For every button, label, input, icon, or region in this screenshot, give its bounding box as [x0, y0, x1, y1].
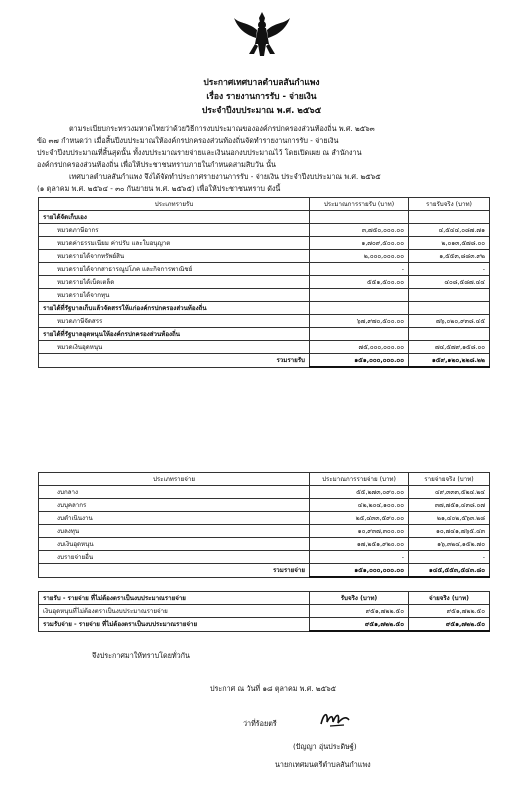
expense-total-label: รวมรายจ่าย: [39, 564, 310, 578]
row-actual: ๑๐,๗๔๑,๗๖๕.๔๓: [409, 525, 490, 538]
row-actual: ๑,๕๕๓,๘๘๓.๙๒: [409, 250, 490, 263]
table-row: [39, 250, 490, 263]
intro-line: องค์กรปกครองส่วนท้องถิ่น เพื่อให้ประชาชนทราบภายในกำหนดสามสิบวัน นั้น: [37, 160, 276, 169]
row-actual: ๔๙,๓๓๓,๕๒๔.๒๔: [409, 486, 490, 499]
table-row: [39, 224, 490, 237]
special-total-label: รวมรับจ่าย - รายจ่าย ที่ไม่ต้องตราเป็นงบประมาณรายจ่าย: [39, 618, 310, 632]
row-label: งบรายจ่ายอื่น: [39, 551, 310, 564]
row-label: หมวดรายได้จากสาธารณูปโภค และกิจการพาณิชย์: [39, 263, 310, 276]
row-estimate: ๒,๐๐๐,๐๐๐.๐๐: [310, 250, 409, 263]
org-title: ประกาศเทศบาลตำบลสันกำแพง: [203, 78, 320, 88]
row-actual: ๔,๕๔๔,๐๘๗.๗๑: [409, 224, 490, 237]
income-total-label: รวมรายรับ: [39, 354, 310, 368]
intro-line: ประจำปีงบประมาณที่สิ้นสุดนั้น ทั้งงบประมาณรายจ่ายและเงินนอกงบประมาณไว้ โดยเปิดเผย ณ สำนักงาน: [37, 148, 362, 157]
row-label: งบกลาง: [39, 486, 310, 499]
income-header-actual: รายรับจริง (บาท): [409, 198, 490, 211]
signature-icon: [318, 708, 352, 730]
row-actual: ๑๖,๓๒๔,๑๕๒.๗๐: [409, 538, 490, 551]
row-estimate: ๕๕๑,๕๐๐.๐๐: [310, 276, 409, 289]
intro-line: เทศบาลตำบลสันกำแพง จึงได้จัดทำประกาศรายงานการรับ - จ่ายเงิน ประจำปีงบประมาณ พ.ศ. ๒๕๖๕: [69, 172, 381, 181]
income-total-actual: ๑๕๙,๑๒๐,๒๒๘.๒๒: [409, 354, 490, 368]
special-header-in: รับจริง (บาท): [310, 592, 409, 605]
row-estimate: ๓,๗๕๐,๐๐๐.๐๐: [310, 224, 409, 237]
row-estimate: ๑,๗๐๙,๕๐๐.๐๐: [310, 237, 409, 250]
special-header-row: [39, 592, 490, 605]
table-row: [39, 525, 490, 538]
special-total-in: ๙๕๑,๗๒๒.๕๐: [310, 618, 409, 632]
special-total-out: ๙๕๑,๗๒๒.๕๐: [409, 618, 490, 632]
row-actual: -: [409, 263, 490, 276]
row-actual: ๒,๐๑๓,๕๗๘.๐๐: [409, 237, 490, 250]
special-table: [38, 591, 490, 632]
row-actual: ๗๔,๕๗๙,๑๕๘.๐๐: [409, 341, 490, 354]
row-estimate: [310, 289, 409, 302]
intro-line: ตามระเบียบกระทรวงมหาดไทยว่าด้วยวิธีการงบประมาณขององค์กรปกครองส่วนท้องถิ่น พ.ศ. ๒๕๖๓: [69, 124, 375, 133]
row-label: หมวดรายได้จากทรัพย์สิน: [39, 250, 310, 263]
row-label: หมวดภาษีจัดสรร: [39, 315, 310, 328]
row-actual: [409, 289, 490, 302]
row-estimate: ๕๕,๒๗๓,๐๙๐.๐๐: [310, 486, 409, 499]
expense-header-estimate: ประมาณการรายจ่าย (บาท): [310, 473, 409, 486]
table-row: [39, 499, 490, 512]
row-label: หมวดค่าธรรมเนียม ค่าปรับ และใบอนุญาต: [39, 237, 310, 250]
row-estimate: -: [310, 551, 409, 564]
income-section-label: รายได้ที่รัฐบาลเก็บแล้วจัดสรรให้แก่องค์กรปกครองส่วนท้องถิ่น: [39, 302, 310, 315]
row-label: หมวดรายได้จากทุน: [39, 289, 310, 302]
row-actual: -: [409, 551, 490, 564]
income-header-row: [39, 198, 490, 211]
intro-line: (๑ ตุลาคม พ.ศ. ๒๕๖๔ - ๓๐ กันยายน พ.ศ. ๒๕๖๕) เพื่อให้ประชาชนทราบ ดังนี้: [37, 184, 281, 193]
row-label: งบบุคลากร: [39, 499, 310, 512]
expense-total-actual: ๑๔๕,๕๕๓,๕๔๓.๘๐: [409, 564, 490, 578]
income-total-estimate: ๑๕๑,๐๐๐,๐๐๐.๐๐: [310, 354, 409, 368]
row-label: หมวดเงินอุดหนุน: [39, 341, 310, 354]
row-estimate: ๑๗,๒๕๑,๙๒๐.๐๐: [310, 538, 409, 551]
special-header-out: จ่ายจริง (บาท): [409, 592, 490, 605]
income-header-estimate: ประมาณการรายรับ (บาท): [310, 198, 409, 211]
expense-total-estimate: ๑๕๑,๐๐๐,๐๐๐.๐๐: [310, 564, 409, 578]
income-section-row: [39, 211, 490, 224]
signatory-name: (ปัญญา อุ่นประดิษฐ์): [293, 742, 357, 751]
garuda-emblem-icon: [232, 8, 292, 60]
expense-total-row: [39, 564, 490, 578]
announcement-date: ประกาศ ณ วันที่ ๑๘ ตุลาคม พ.ศ. ๒๕๖๕: [210, 684, 337, 693]
intro-line: ข้อ ๓๗ กำหนดว่า เมื่อสิ้นปีงบประมาณให้องค์กรปกครองส่วนท้องถิ่นจัดทำรายงานการรับ - จ่ายเงิน: [37, 136, 339, 145]
row-estimate: ๑๐,๙๓๗,๓๐๐.๐๐: [310, 525, 409, 538]
table-row: [39, 237, 490, 250]
row-actual: ๗๖,๐๒๐,๙๓๘.๔๕: [409, 315, 490, 328]
subject-title: เรื่อง รายงานการรับ - จ่ายเงิน: [206, 92, 317, 102]
income-section-row: [39, 328, 490, 341]
expense-header-actual: รายจ่ายจริง (บาท): [409, 473, 490, 486]
table-row: [39, 538, 490, 551]
row-actual: ๓๗,๗๕๑,๔๓๘.๐๗: [409, 499, 490, 512]
row-actual: ๒๑,๔๐๒,๕๖๓.๒๘: [409, 512, 490, 525]
income-section-row: [39, 302, 490, 315]
table-row: [39, 512, 490, 525]
income-total-row: [39, 354, 490, 368]
expense-header-row: [39, 473, 490, 486]
table-row: [39, 486, 490, 499]
table-row: [39, 276, 490, 289]
special-total-row: [39, 618, 490, 632]
table-row: [39, 315, 490, 328]
table-row: [39, 605, 490, 618]
income-header-type: ประเภทรายรับ: [39, 198, 310, 211]
row-estimate: ๔๒,๒๐๔,๑๐๐.๐๐: [310, 499, 409, 512]
row-label: งบลงทุน: [39, 525, 310, 538]
expense-table: [38, 472, 490, 578]
income-section-label: รายได้จัดเก็บเอง: [39, 211, 310, 224]
intro-paragraph: [37, 123, 489, 195]
row-label: งบดำเนินงาน: [39, 512, 310, 525]
closing-notice: จึงประกาศมาให้ทราบโดยทั่วกัน: [92, 651, 190, 660]
row-paid: ๙๕๑,๗๒๒.๕๐: [409, 605, 490, 618]
row-received: ๙๕๑,๗๒๒.๕๐: [310, 605, 409, 618]
income-table: [38, 197, 490, 368]
income-section-label: รายได้ที่รัฐบาลอุดหนุนให้องค์กรปกครองส่วนท้องถิ่น: [39, 328, 310, 341]
row-label: หมวดรายได้เบ็ดเตล็ด: [39, 276, 310, 289]
special-heading: รายรับ - รายจ่าย ที่ไม่ต้องตราเป็นงบประมาณรายจ่าย: [39, 592, 310, 605]
signatory-position: นายกเทศมนตรีตำบลสันกำแพง: [275, 760, 371, 769]
fiscal-title: ประจำปีงบประมาณ พ.ศ. ๒๕๖๕: [201, 106, 322, 116]
row-label: งบเงินอุดหนุน: [39, 538, 310, 551]
row-label: หมวดภาษีอากร: [39, 224, 310, 237]
row-estimate: ๒๕,๔๓๓,๕๙๐.๐๐: [310, 512, 409, 525]
expense-header-type: ประเภทรายจ่าย: [39, 473, 310, 486]
row-estimate: ๗๕,๐๐๐,๐๐๐.๐๐: [310, 341, 409, 354]
table-row: [39, 289, 490, 302]
row-estimate: -: [310, 263, 409, 276]
table-row: [39, 263, 490, 276]
row-label: เงินอุดหนุนที่ไม่ต้องตราเป็นงบประมาณรายจ่าย: [39, 605, 310, 618]
row-actual: ๔๐๘,๕๘๗.๔๔: [409, 276, 490, 289]
row-estimate: ๖๗,๙๗๐,๕๐๐.๐๐: [310, 315, 409, 328]
signatory-rank: ว่าที่ร้อยตรี: [243, 719, 277, 728]
table-row: [39, 551, 490, 564]
table-row: [39, 341, 490, 354]
